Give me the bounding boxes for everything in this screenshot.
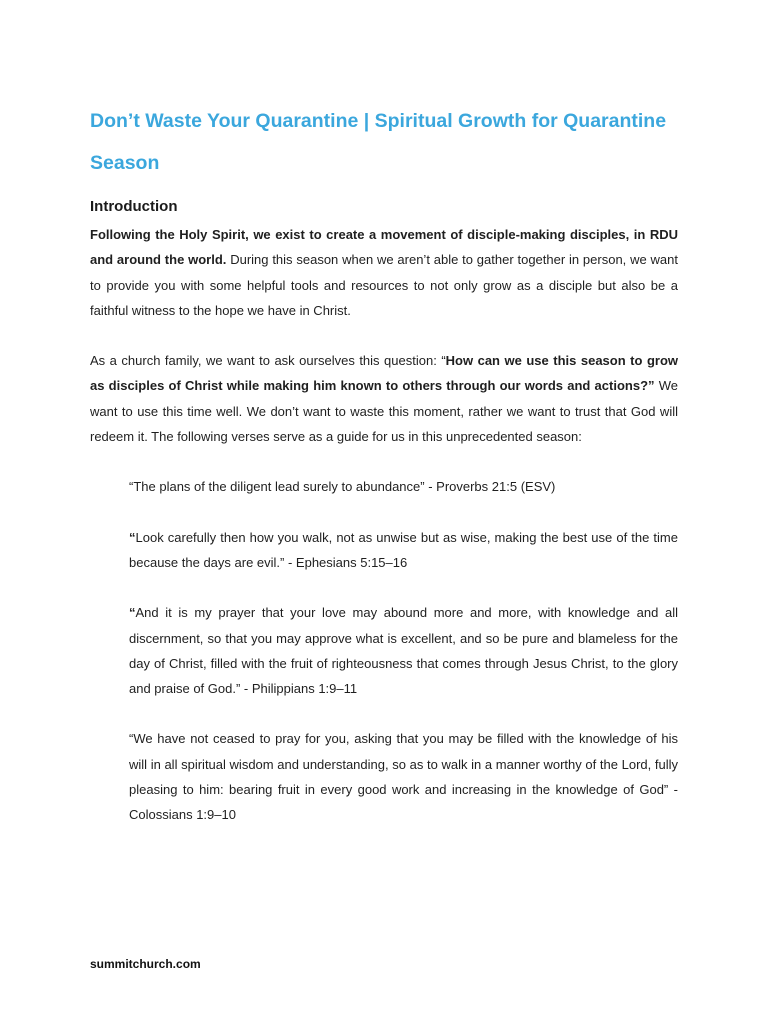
verse-open-quote: “ (129, 529, 136, 545)
document-title: Don’t Waste Your Quarantine | Spiritual Growth for Quarantine Season (90, 110, 667, 174)
verse-text: Look carefully then how you walk, not as unwise but as wise, making the best use of the time because the days are evil.” - Ephesians 5:15–16 (129, 529, 678, 570)
verse-text: And it is my prayer that your love may abound more and more, with knowledge and all discernment, so that you may approve what is excellent, and so be pure and blameless for the day of Christ, filled with the fruit of righteousness that comes through Jesus Christ, to the glory and praise of God.” - Philippians 1:9–11 (129, 605, 678, 697)
verse-list (90, 474, 678, 827)
document-page (90, 100, 678, 853)
intro-bold-lead: Following the Holy Spirit, we exist to create a movement of disciple-making disciples, in RDU and around the world. (90, 227, 678, 268)
footer-url: summitchurch.com (90, 957, 201, 971)
question-pre: As a church family, we want to ask ourselves this question: “ (90, 353, 446, 369)
verse-text: We have not ceased to pray for you, asking that you may be filled with the knowledge of his will in all spiritual wisdom and understanding, so as to walk in a manner worthy of the Lord, fully pleasing to him: bearing fruit in every good work and increasing in the knowledge of God” - Colossians 1:9–10 (129, 731, 678, 823)
verse-open-quote: “ (129, 605, 136, 621)
verse-text: The plans of the diligent lead surely to abundance” - Proverbs 21:5 (ESV) (133, 479, 556, 495)
verse-open-quote: “ (129, 479, 134, 495)
verse-item (129, 726, 678, 827)
intro-paragraph (90, 222, 678, 323)
verse-item (129, 525, 678, 576)
verse-item (129, 600, 678, 701)
verse-open-quote: “ (129, 731, 134, 747)
question-paragraph (90, 348, 678, 449)
verse-item (129, 474, 678, 499)
section-heading: Introduction (90, 198, 178, 215)
question-post: We want to use this time well. We don’t want to waste this moment, rather we want to trust that God will redeem it. The following verses serve as a guide for us in this unprecedented season: (90, 378, 678, 445)
question-bold: How can we use this season to grow as disciples of Christ while making him known to others through our words and actions?” (90, 353, 678, 394)
intro-text: During this season when we aren’t able to gather together in person, we want to provide you with some helpful tools and resources to not only grow as a disciple but also be a faithful witness to the hope we have in Christ. (90, 252, 678, 318)
